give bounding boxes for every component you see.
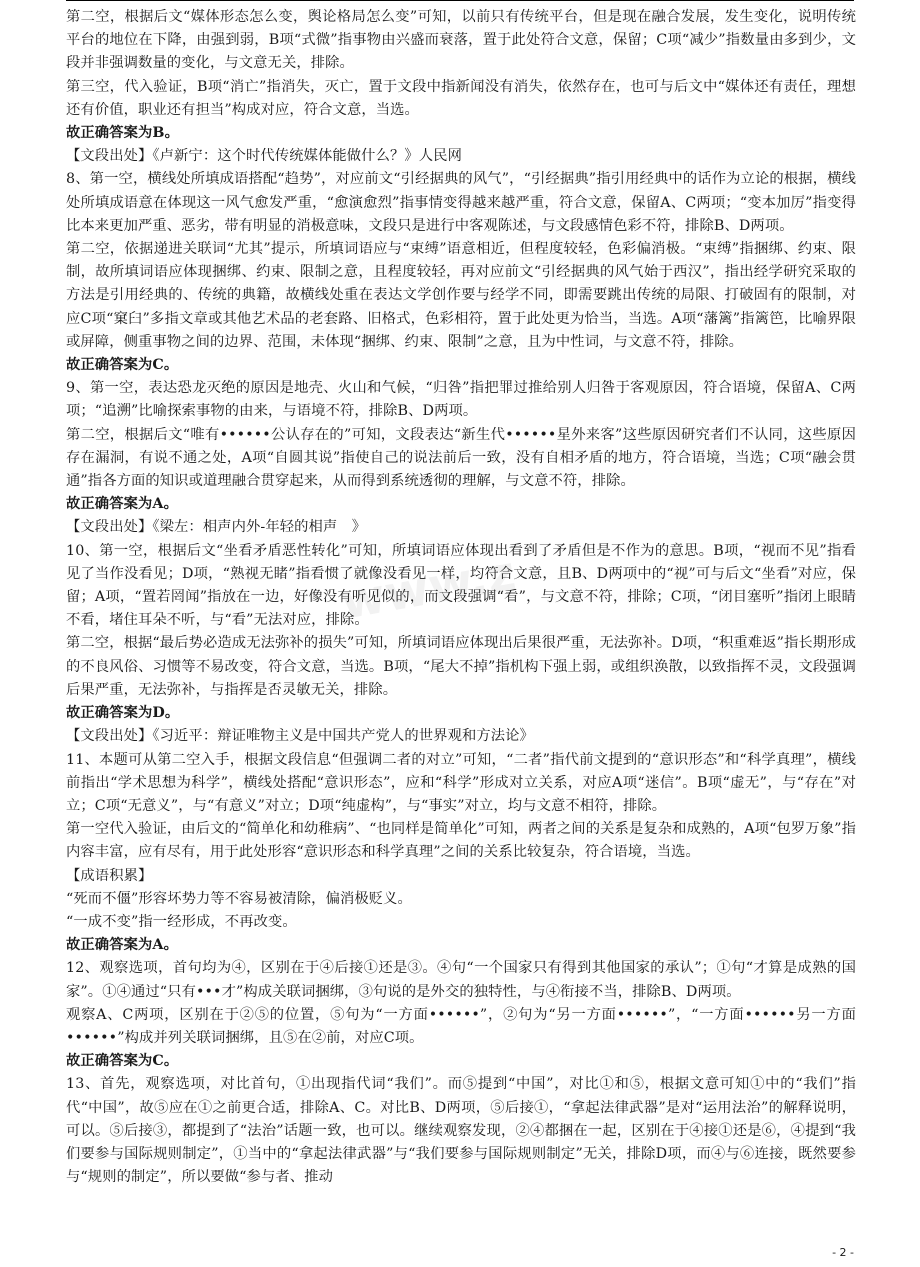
paragraph: 9、第一空，表达恐龙灭绝的原因是地壳、火山和气候，“归咎”指把罪过推给别人归咎于客观原因，符合语境，保留A、C两项；“追溯”比喻探索事物的由来，与语境不符，排除B、D两项。 <box>66 380 856 420</box>
paragraph: 观察A、C两项，区别在于②⑤的位置，⑤句为“一方面••••••”，②句为“另一方面••••••”，“一方面••••••另一方面••••••”构成并列关联词捆绑，且⑤在②前，对应C项。 <box>66 1006 856 1046</box>
answer-line: 故正确答案为A。 <box>66 496 178 513</box>
answer-line: 故正确答案为D。 <box>66 705 180 722</box>
paragraph: “死而不僵”形容坏势力等不容易被清除，偏消极贬义。 <box>66 890 412 907</box>
paragraph: 8、第一空，横线处所填成语搭配“趋势”，对应前文“引经据典的风气”，“引经据典”指引用经典中的话作为立论的根据，横线处所填成语意在体现这一风气愈发严重，“愈演愈烈”指事情变得越来越严重，符合文意，保留A、C两项；“变本加厉”指变得比本来更加严重、恶劣，带有明显的消极意味，文段只是进行中客观陈述，与文段感情色彩不符，排除B、D两项。 <box>66 171 856 234</box>
paragraph: 第一空代入验证，由后文的“简单化和幼稚病”、“也同样是简单化”可知，两者之间的关系是复杂和成熟的，A项“包罗万象”指内容丰富，应有尽有，用于此处形容“意识形态和科学真理”之间的关系比较复杂，符合语境，当选。 <box>66 821 856 861</box>
paragraph: 第二空，根据后文“唯有••••••公认存在的”可知，文段表达“新生代••••••星外来客”这些原因研究者们不认同，这些原因存在漏洞，有说不通之处，A项“自圆其说”指使自己的说法前后一致，没有自相矛盾的地方，符合语境，当选；C项“融会贯通”指各方面的知识或道理融合贯穿起来，从而得到系统透彻的理解，与文意不符，排除。 <box>66 426 856 490</box>
paragraph: 【文段出处】《卢新宁：这个时代传统媒体能做什么？》人民网 <box>66 148 462 165</box>
answer-line: 故正确答案为C。 <box>66 357 179 374</box>
paragraph: 【文段出处】《习近平：辩证唯物主义是中国共产党人的世界观和方法论》 <box>66 728 534 745</box>
paragraph: 12、观察选项，首句均为④，区别在于④后接①还是③。④句“一个国家只有得到其他国家的承认”；①句“才算是成熟的国家”。①④通过“只有•••才”构成关联词捆绑，③句说的是外交的独特性，与④衔接不当，排除B、D两项。 <box>66 960 856 1000</box>
paragraph: 第二空，根据“最后势必造成无法弥补的损失”可知，所填词语应体现出后果很严重，无法弥补。D项，“积重难返”指长期形成的不良风俗、习惯等不易改变，符合文意，当选。B项，“尾大不掉”指机构下强上弱，或组织涣散，以致指挥不灵，文段强调后果严重，无法弥补，与指挥是否灵敏无关，排除。 <box>66 635 856 698</box>
answer-line: 故正确答案为C。 <box>66 1053 179 1070</box>
paragraph: 第二空，依据递进关联词“尤其”提示，所填词语应与“束缚”语意相近，但程度较轻，色彩偏消极。“束缚”指捆绑、约束、限制，故所填词语应体现捆绑、约束、限制之意，且程度较轻，再对应前文“引经据典的风气始于西汉”，指出经学研究采取的方法是引用经典的、传统的典籍，故横线处重在表达文学创作要与经学不同，即需要跳出传统的局限、打破固有的限制，对应C项“窠臼”多指文章或其他艺术品的老套路、旧格式，色彩相符，置于此处更为恰当，当选。A项“藩篱”指篱笆，比喻界限或屏障，侧重事物之间的边界、范围，未体现“捆绑、约束、限制”之意，且为中性词，与文意不符，排除。 <box>66 241 856 350</box>
paragraph: 【成语积累】 <box>66 867 153 884</box>
paragraph: 13、首先，观察选项，对比首句，①出现指代词“我们”。而⑤提到“中国”，对比①和⑤，根据文意可知①中的“我们”指代“中国”，故⑤应在①之前更合适，排除A、C。对比B、D两项，⑤后接①，“拿起法律武器”是对“运用法治”的解释说明，可以。⑤后接③，都提到了“法治”话题一致，也可以。继续观察发现，②④都捆在一起，区别在于④接①还是⑥，④提到“我们要参与国际规则制定”，①当中的“拿起法律武器”与“我们要参与国际规则制定”无关，排除D项，而④与⑥连接，既然要参与“规则的制定”，所以要做“参与者、推动 <box>66 1076 856 1186</box>
paragraph: 第二空，根据后文“媒体形态怎么变，舆论格局怎么变”可知，以前只有传统平台，但是现在融合发展，发生变化，说明传统平台的地位在下降，由强到弱，B项“式微”指事物由兴盛而衰落，置于此处符合文意，保留；C项“减少”指数量由多到少，文段并非强调数量的变化，与文意无关，排除。 <box>66 9 856 72</box>
paragraph: 【文段出处】《梁左：相声内外-年轻的相声 》 <box>66 519 367 536</box>
answer-line: 故正确答案为A。 <box>66 937 178 954</box>
answer-line: 故正确答案为B。 <box>66 125 179 142</box>
paragraph: “一成不变”指一经形成，不再改变。 <box>66 913 297 930</box>
header-rule <box>66 0 854 1</box>
paragraph: 第三空，代入验证，B项“消亡”指消失，灭亡，置于文段中指新闻没有消失，依然存在，也可与后文中“媒体还有责任，理想还有价值，职业还有担当”构成对应，符合文意，当选。 <box>66 78 856 118</box>
paragraph: 10、第一空，根据后文“坐看矛盾恶性转化”可知，所填词语应体现出看到了矛盾但是不作为的意思。B项，“视而不见”指看见了当作没看见；D项，“熟视无睹”指看惯了就像没看见一样，均符合文意，且B、D两项中的“视”可与后文“坐看”对应，保留；A项，“置若罔闻”指放在一边，好像没有听见似的，而文段强调“看”，与文意不符，排除；C项，“闭目塞听”指闭上眼睛不看，堵住耳朵不听，与“看”无法对应，排除。 <box>66 542 856 629</box>
page-number: - 2 - <box>832 1246 854 1259</box>
watermark: www.z <box>336 545 520 631</box>
paragraph: 11、本题可从第二空入手，根据文段信息“但强调二者的对立”可知，“二者”指代前文提到的“意识形态”和“科学真理”，横线前指出“学术思想为科学”，横线处搭配“意识形态”，应和“科学”形成对立关系，对应A项“迷信”。B项“虚无”，与“存在”对立；C项“无意义”，与“有意义”对立；D项“纯虚构”，与“事实”对立，均与文意不相符，排除。 <box>66 751 856 814</box>
answer-explanation-body <box>66 6 856 1189</box>
